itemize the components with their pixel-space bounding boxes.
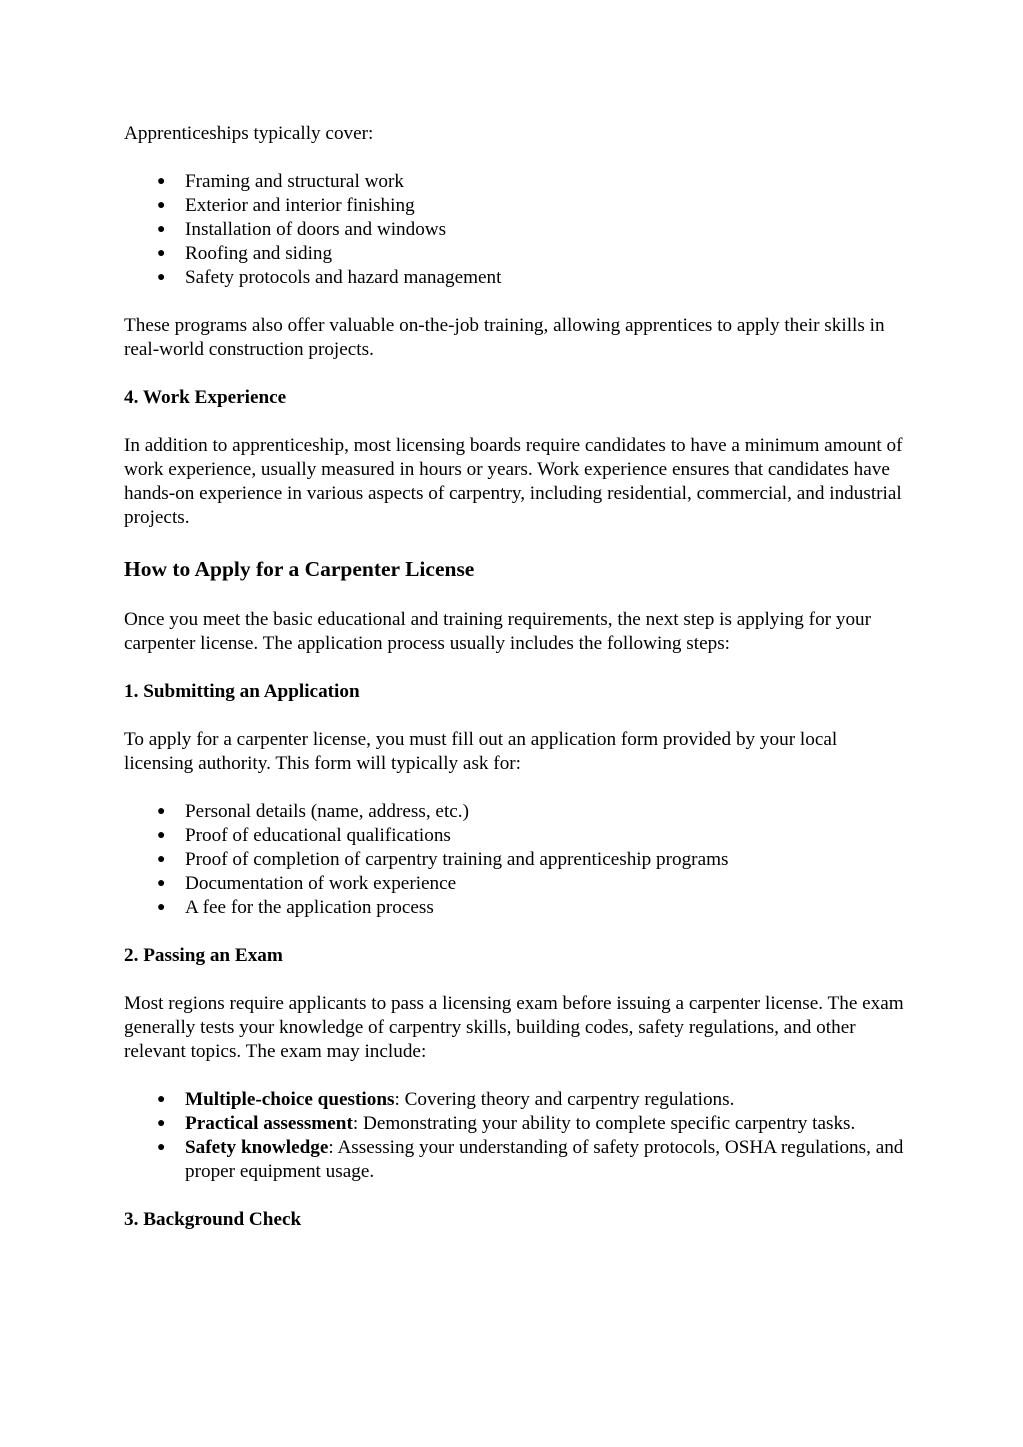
application-items-list [124,800,904,920]
bullet-icon: ● [157,828,166,843]
list-item [124,1112,904,1136]
apply-section-heading: How to Apply for a Carpenter License [124,557,475,581]
intro-text: Apprenticeships typically cover: [124,123,374,144]
bullet-icon: ● [157,1116,166,1131]
bullet-icon: ● [157,1140,166,1155]
list-item: ● Roofing and siding [157,243,333,264]
list-item: ● Installation of doors and windows [157,219,447,240]
submitting-paragraph: To apply for a carpenter license, you must fill out an application form provided by your local licensing authority. This form will typically ask for: [124,729,838,774]
list-item: ● Personal details (name, address, etc.) [157,801,469,822]
list-item: ● A fee for the application process [157,897,434,918]
bullet-icon: ● [157,804,166,819]
exam-item-term: Practical assessment [185,1113,353,1134]
work-experience-heading: 4. Work Experience [124,387,287,408]
exam-item-term: Safety knowledge [185,1137,329,1158]
exam-items-list [124,1088,904,1184]
work-experience-paragraph: In addition to apprenticeship, most licensing boards require candidates to have a minimum amount of work experience, usually measured in hours or years. Work experience ensures that candidates have hands-on experience in various aspects of carpentry, including residential, commercial, and industrial projects. [124,435,903,528]
list-item: ● Documentation of work experience [157,873,457,894]
exam-item-desc: : Covering theory and carpentry regulations. [394,1089,735,1110]
programs-paragraph: These programs also offer valuable on-the-job training, allowing apprentices to apply their skills in real-world construction projects. [124,315,885,360]
exam-paragraph: Most regions require applicants to pass a licensing exam before issuing a carpenter license. The exam generally tests your knowledge of carpentry skills, building codes, safety regulations, and other relevant topics. The exam may include: [124,993,904,1062]
background-heading: 3. Background Check [124,1209,302,1230]
list-item: ● Framing and structural work [157,171,405,192]
bullet-icon: ● [157,246,166,261]
apprenticeship-topics-list [124,170,904,290]
bullet-icon: ● [157,852,166,867]
bullet-icon: ● [157,174,166,189]
submitting-heading: 1. Submitting an Application [124,681,360,702]
document-page [124,122,904,1256]
exam-item-desc: : Assessing your understanding of safety protocols, OSHA regulations, and proper equipment usage. [185,1137,904,1182]
list-item: ● Proof of completion of carpentry training and apprenticeship programs [157,849,729,870]
apply-section-paragraph: Once you meet the basic educational and training requirements, the next step is applying for your carpenter license. The application process usually includes the following steps: [124,609,872,654]
list-item: ● Exterior and interior finishing [157,195,415,216]
exam-item-desc: : Demonstrating your ability to complete specific carpentry tasks. [352,1113,856,1134]
list-item: ● Proof of educational qualifications [157,825,451,846]
bullet-icon: ● [157,270,166,285]
list-item [124,1088,904,1112]
bullet-icon: ● [157,222,166,237]
exam-item-term: Multiple-choice questions [185,1089,395,1110]
list-item [124,1136,904,1184]
exam-heading: 2. Passing an Exam [124,945,283,966]
bullet-icon: ● [157,1092,166,1107]
list-item: ● Safety protocols and hazard management [157,267,502,288]
bullet-icon: ● [157,900,166,915]
bullet-icon: ● [157,198,166,213]
bullet-icon: ● [157,876,166,891]
